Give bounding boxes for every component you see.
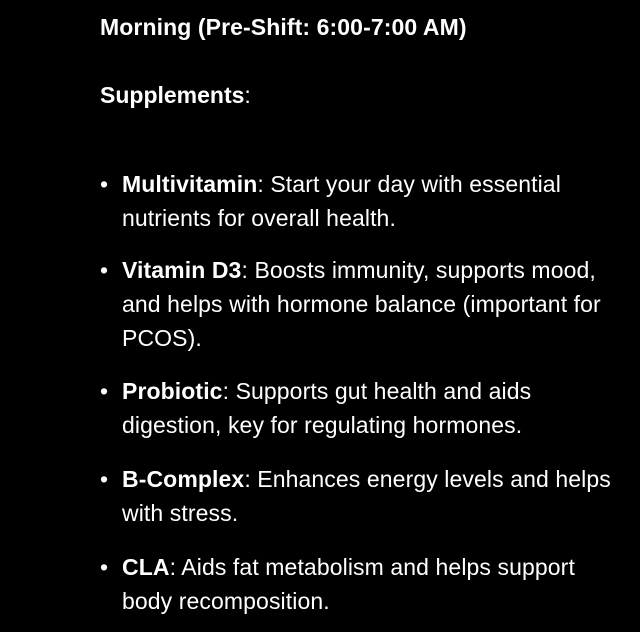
supplement-description: Aids fat metabolism and helps support body recomposition. bbox=[122, 554, 575, 614]
name-colon: : bbox=[241, 257, 248, 283]
name-colon: : bbox=[244, 466, 251, 492]
name-colon: : bbox=[169, 554, 177, 580]
section-title: Supplements bbox=[100, 82, 245, 108]
name-colon: : bbox=[222, 378, 230, 404]
section-heading bbox=[100, 79, 251, 111]
section-title-colon: : bbox=[244, 82, 251, 108]
supplement-name: Probiotic bbox=[122, 378, 223, 404]
bullet-icon: • bbox=[100, 466, 109, 492]
supplement-description: Enhances energy levels and helps with stress. bbox=[122, 466, 611, 526]
list-item-text bbox=[122, 550, 620, 618]
bullet-icon: • bbox=[100, 554, 109, 580]
bullet-icon: • bbox=[100, 171, 109, 197]
list-item-text bbox=[122, 167, 620, 235]
supplement-name: CLA bbox=[122, 554, 170, 580]
supplement-name: Vitamin D3 bbox=[122, 257, 242, 283]
bullet-icon: • bbox=[100, 378, 109, 404]
name-colon: : bbox=[257, 171, 264, 197]
supplement-name: Multivitamin bbox=[122, 171, 258, 197]
list-item-text bbox=[122, 462, 620, 530]
supplement-description: Boosts immunity, supports mood, and helps with hormone balance (important for PCOS). bbox=[122, 257, 601, 351]
list-item-text bbox=[122, 374, 620, 442]
bullet-icon: • bbox=[100, 257, 109, 283]
page-title: Morning (Pre-Shift: 6:00-7:00 AM) bbox=[100, 14, 467, 40]
list-item-text bbox=[122, 253, 620, 355]
supplement-name: B-Complex bbox=[122, 466, 245, 492]
supplement-description: Start your day with essential nutrients for overall health. bbox=[122, 171, 561, 231]
supplement-description: Supports gut health and aids digestion, key for regulating hormones. bbox=[122, 378, 532, 438]
